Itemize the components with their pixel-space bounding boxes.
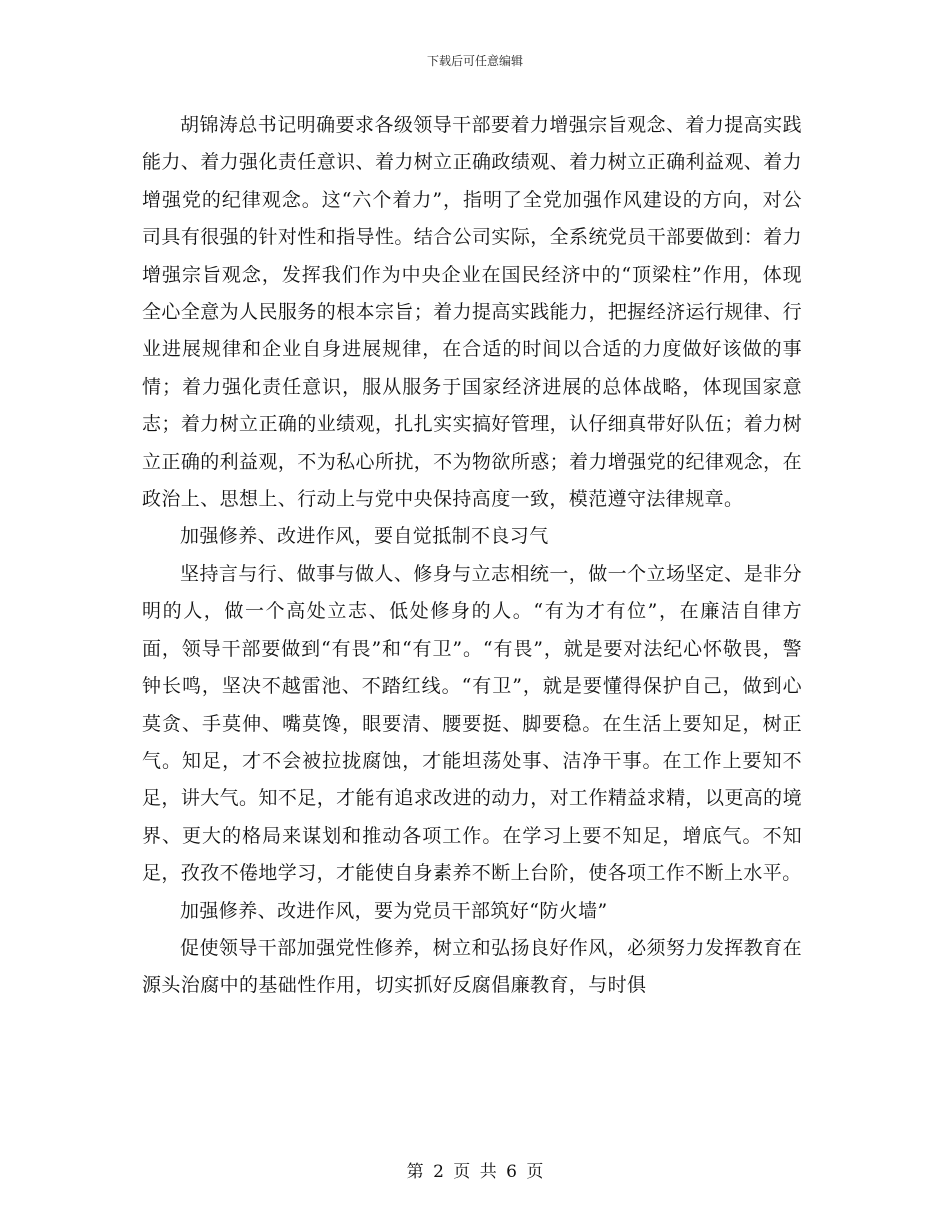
section-heading-2: 加强修养、改进作风，要为党员干部筑好“防火墙” bbox=[180, 899, 608, 922]
page-number-footer: 第 2 页 共 6 页 bbox=[406, 1162, 544, 1182]
page-header: 下载后可任意编辑 bbox=[426, 54, 523, 68]
paragraph-3: 促使领导干部加强党性修养，树立和弘扬良好作风，必须努力发挥教育在源头治腐中的基础性作用，切实抓好反腐倡廉教育，与时俱 bbox=[142, 936, 802, 997]
paragraph-1: 胡锦涛总书记明确要求各级领导干部要着力增强宗旨观念、着力提高实践能力、着力强化责任意识、着力树立正确政绩观、着力树立正确利益观、着力增强党的纪律观念。这“六个着力”，指明了全党加强作风建设的方向，对公司具有很强的针对性和指导性。结合公司实际，全系统党员干部要做到：着力增强宗旨观念，发挥我们作为中央企业在国民经济中的“顶梁柱”作用，体现全心全意为人民服务的根本宗旨；着力提高实践能力，把握经济运行规律、行业进展规律和企业自身进展规律，在合适的时间以合适的力度做好该做的事情；着力强化责任意识，服从服务于国家经济进展的总体战略，体现国家意志；着力树立正确的业绩观，扎扎实实搞好管理，认仔细真带好队伍；着力树立正确的利益观，不为私心所扰，不为物欲所惑；着力增强党的纪律观念，在政治上、思想上、行动上与党中央保持高度一致，模范遵守法律规章。 bbox=[142, 114, 802, 511]
section-heading-1: 加强修养、改进作风，要自觉抵制不良习气 bbox=[180, 525, 549, 548]
document-body bbox=[142, 107, 802, 1005]
paragraph-2: 坚持言与行、做事与做人、修身与立志相统一，做一个立场坚定、是非分明的人，做一个高处立志、低处修身的人。“有为才有位”，在廉洁自律方面，领导干部要做到“有畏”和“有卫”。“有畏”，就是要对法纪心怀敬畏，警钟长鸣，坚决不越雷池、不踏红线。“有卫”，就是要懂得保护自己，做到心莫贪、手莫伸、嘴莫馋，眼要清、腰要挺、脚要稳。在生活上要知足，树正气。知足，才不会被拉拢腐蚀，才能坦荡处事、洁净干事。在工作上要知不足，讲大气。知不足，才能有追求改进的动力，对工作精益求精，以更高的境界、更大的格局来谋划和推动各项工作。在学习上要不知足，增底气。不知足，孜孜不倦地学习，才能使自身素养不断上台阶，使各项工作不断上水平。 bbox=[142, 562, 802, 885]
